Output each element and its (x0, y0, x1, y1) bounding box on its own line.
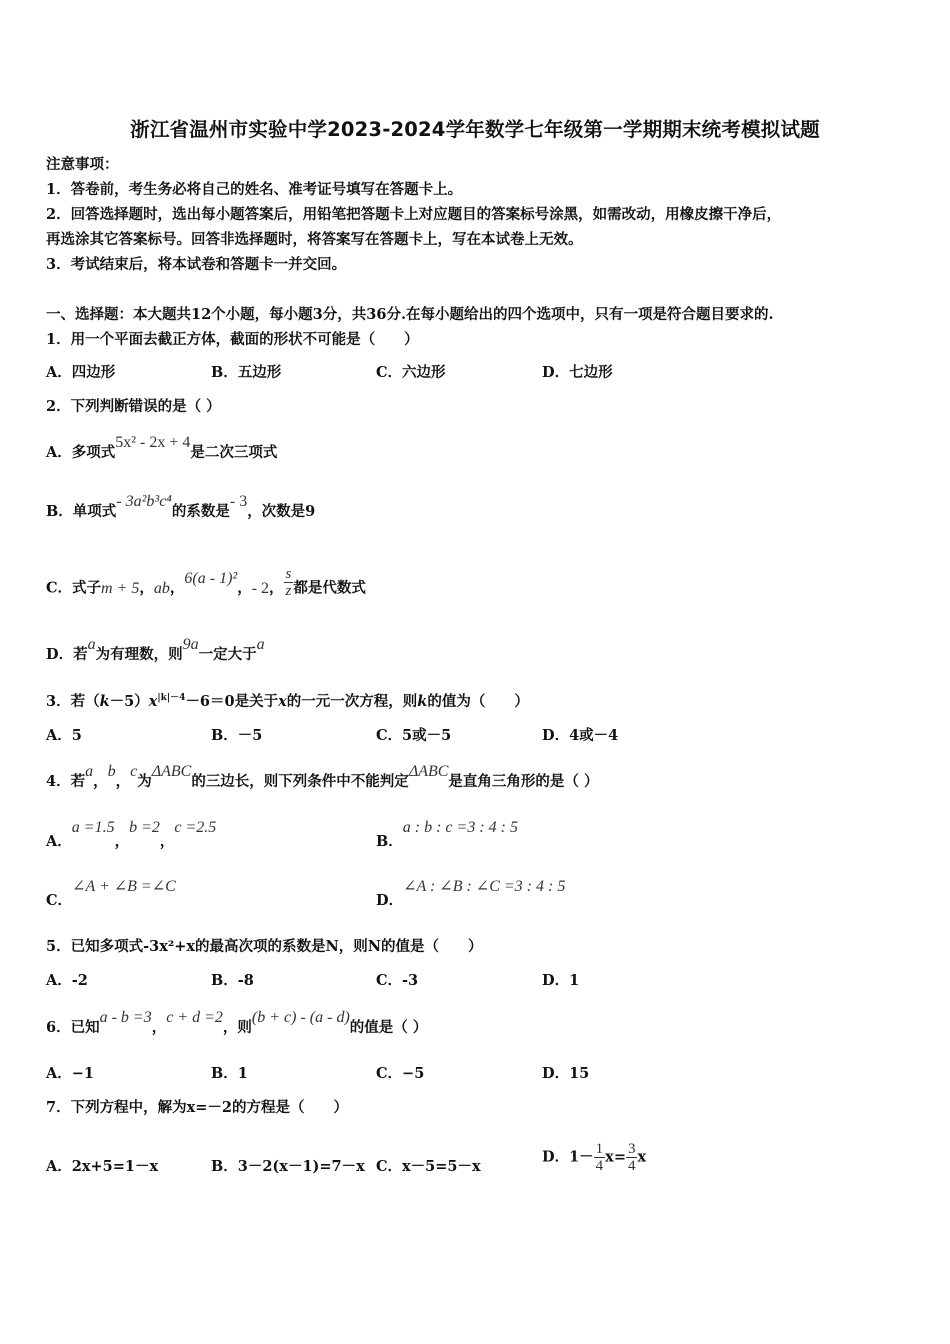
q2-d-text2: 一定大于 (198, 646, 257, 663)
q3-stem-part1: 3．若（ (46, 693, 100, 710)
q4-d-math: ∠A : ∠B : ∠C =3 : 4 : 5 (403, 878, 566, 895)
q6-math2: c + d =2 (166, 1009, 223, 1026)
q2-c-math4: - 2 (251, 579, 270, 597)
q4-triangle: ΔABC (151, 763, 192, 780)
q3-stem-part2: －5） (109, 693, 149, 710)
q2-b-text2: ，次数是9 (247, 503, 316, 520)
q7-option-d (542, 1141, 646, 1174)
note-2a: 2．回答选择题时，选出每小题答案后，用铅笔把答题卡上对应题目的答案标号涂黑，如需改动，用橡皮擦干净后， (46, 206, 782, 223)
q2-a-label: A．多项式 (46, 444, 116, 461)
q2-d-math3: a (256, 636, 265, 653)
q6-option-d: D．15 (542, 1065, 590, 1082)
q4-b-math: a : b : c =3 : 4 : 5 (402, 819, 518, 836)
q4-a-label: A． (46, 833, 72, 850)
q7-d-denominator2: 4 (627, 1158, 636, 1174)
q3-stem (46, 690, 529, 711)
q3-option-d: D．4或－4 (542, 727, 619, 744)
q4-var-a: a (85, 763, 94, 780)
q4-b-label: B． (376, 833, 403, 850)
page-title: 浙江省温州市实验中学2023-2024学年数学七年级第一学期期末统考模拟试题 (130, 118, 820, 141)
q4-stem: 4．若a，b，c为ΔABC的三边长，则下列条件中不能判定ΔABC是直角三角形的是（ ） (46, 763, 599, 790)
q2-a-text: 是二次三项式 (190, 444, 278, 461)
q4-option-c (46, 878, 176, 910)
q2-a-math: 5x² - 2x + 4 (115, 434, 191, 451)
q2-d-label: D．若 (46, 646, 88, 663)
q4-stem-part4: 是直角三角形的是（ ） (448, 773, 599, 790)
q7-d-fraction1 (594, 1141, 606, 1174)
q2-c-math2: ab (153, 579, 170, 597)
q7-d-denominator1: 4 (595, 1158, 604, 1174)
q4-d-label: D． (376, 892, 404, 909)
q3-option-b: B．－5 (211, 727, 263, 744)
q4-a-math1: a =1.5 (71, 819, 115, 836)
q1-option-d: D．七边形 (542, 364, 613, 381)
q4-stem-part3: 的三边长，则下列条件中不能判定 (191, 773, 409, 790)
q1-option-b: B．五边形 (211, 364, 282, 381)
q2-option-b (46, 493, 316, 521)
q6-option-b: B．1 (211, 1065, 248, 1082)
q2-b-text: 的系数是 (171, 503, 230, 520)
q7-d-label: D．1－ (542, 1148, 594, 1166)
q6-math1: a - b =3 (99, 1009, 152, 1026)
q1-stem: 1．用一个平面去截正方体，截面的形状不可能是（ ） (46, 331, 419, 348)
q2-option-a (46, 434, 278, 462)
q2-c-label: C．式子 (46, 579, 102, 597)
q4-stem-part2: 为 (137, 773, 152, 790)
q6-option-a: A．−1 (46, 1065, 94, 1082)
q6-stem-part2: ，则 (222, 1019, 252, 1036)
q4-a-math3: c =2.5 (174, 819, 217, 836)
q3-option-c: C．5或－5 (376, 727, 452, 744)
q2-c-fraction (284, 566, 294, 599)
q7-d-numerator1: 1 (595, 1141, 604, 1157)
q4-var-c: c (130, 763, 138, 780)
q4-triangle2: ΔABC (408, 763, 449, 780)
q2-option-c: C．式子m + 5，ab，6(a - 1)²，- 2， $\frac{s}{z}$ 都是代数式 (46, 566, 366, 599)
q1-option-a: A．四边形 (46, 364, 116, 381)
q7-d-text2: x (637, 1148, 647, 1166)
q5-option-b: B．-8 (211, 972, 254, 989)
q6-option-c: C．−5 (376, 1065, 425, 1082)
q7-d-text: x= (605, 1148, 626, 1166)
q3-stem-part3: －6＝0是关于 (185, 693, 279, 710)
q3-var-k2: k (417, 693, 428, 710)
q2-d-math2: 9a (182, 636, 199, 653)
q3-exponent: |k|－4 (157, 693, 186, 704)
q6-stem-part1: 6．已知 (46, 1019, 100, 1036)
q6-math3: (b + c) - (a - d) (251, 1009, 350, 1026)
q4-option-a: A．a =1.5，b =2，c =2.5 (46, 819, 217, 850)
q3-stem-part5: 的值为（ ） (427, 693, 529, 710)
q4-var-b: b (107, 763, 116, 780)
q6-stem: 6．已知a - b =3，c + d =2，则(b + c) - (a - d)的值是（ ） (46, 1009, 428, 1036)
q3-var-x: x (148, 693, 158, 710)
q1-option-c: C．六边形 (376, 364, 446, 381)
q4-option-b (376, 819, 518, 851)
q7-stem: 7．下列方程中，解为x=－2的方程是（ ） (46, 1099, 348, 1116)
q7-d-fraction2 (626, 1141, 638, 1174)
q2-stem: 2．下列判断错误的是（ ） (46, 398, 221, 415)
q2-d-text: 为有理数，则 (95, 646, 183, 663)
q2-b-math2: - 3 (229, 493, 248, 510)
q5-option-c: C．-3 (376, 972, 419, 989)
q3-var-k: k (99, 693, 110, 710)
q3-option-a: A．5 (46, 727, 82, 744)
q7-option-b: B．3－2(x－1)=7－x (211, 1158, 365, 1175)
q2-c-math1: m + 5 (101, 579, 140, 597)
q4-a-math2: b =2 (129, 819, 160, 836)
q5-option-d: D．1 (542, 972, 580, 989)
q3-stem-part4: 的一元一次方程，则 (286, 693, 418, 710)
q3-var-x2: x (278, 693, 287, 710)
note-3: 3．考试结束后，将本试卷和答题卡一并交回。 (46, 256, 347, 273)
q2-c-numerator: s (285, 566, 292, 582)
q2-c-text: 都是代数式 (293, 579, 366, 597)
q7-option-a: A．2x+5=1－x (46, 1158, 159, 1175)
q2-c-math3: 6(a - 1)² (184, 569, 238, 587)
q2-option-d (46, 636, 265, 664)
q2-d-math1: a (87, 636, 96, 653)
notes-heading: 注意事项： (46, 156, 119, 173)
q5-option-a: A．-2 (46, 972, 88, 989)
q5-stem: 5．已知多项式-3x²+x的最高次项的系数是N，则N的值是（ ） (46, 938, 483, 955)
q4-c-label: C． (46, 892, 73, 909)
q2-c-denominator: z (285, 583, 292, 599)
q2-b-label: B．单项式 (46, 503, 117, 520)
q2-b-math: - 3a²b³c⁴ (116, 493, 172, 510)
note-1: 1．答卷前，考生务必将自己的姓名、准考证号填写在答题卡上。 (46, 181, 463, 198)
q4-c-math: ∠A + ∠B =∠C (72, 878, 176, 895)
q7-d-numerator2: 3 (627, 1141, 636, 1157)
section-heading: 一、选择题：本大题共12个小题，每小题3分，共36分.在每小题给出的四个选项中，只有一项是符合题目要求的. (46, 306, 774, 323)
q4-stem-part1: 4．若 (46, 773, 86, 790)
q4-option-d (376, 878, 566, 910)
q6-stem-part3: 的值是（ ） (349, 1019, 428, 1036)
q7-option-c: C．x－5=5－x (376, 1158, 481, 1175)
note-2b: 再选涂其它答案标号。回答非选择题时，将答案写在答题卡上，写在本试卷上无效。 (46, 231, 583, 248)
